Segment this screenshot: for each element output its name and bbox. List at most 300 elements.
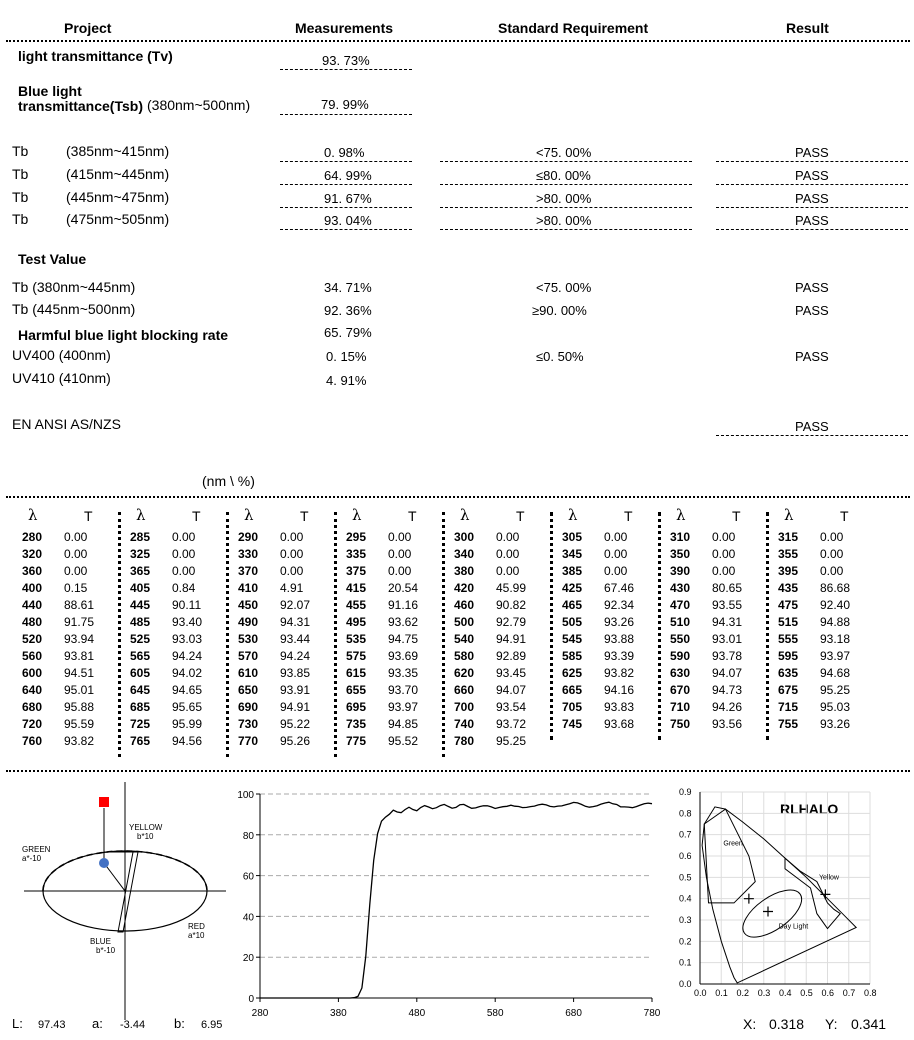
table-transmittance: 86.68: [820, 581, 851, 595]
table-transmittance: 95.26: [280, 734, 311, 748]
table-transmittance: 93.78: [712, 649, 743, 663]
table-t-header: T: [732, 508, 741, 524]
lab-red-sub: a*10: [188, 931, 205, 940]
tb-result-underline: [716, 184, 908, 185]
table-transmittance: 93.82: [64, 734, 95, 748]
table-transmittance: 0.00: [388, 530, 412, 544]
tb-result-underline: [716, 229, 908, 230]
tb-result-underline: [716, 207, 908, 208]
lab-b-bar: [118, 852, 138, 932]
a-label: a:: [92, 1016, 103, 1031]
table-wavelength: 595: [778, 649, 799, 663]
table-transmittance: 0.00: [388, 547, 412, 561]
table-transmittance: 93.62: [388, 615, 419, 629]
table-transmittance: 93.68: [604, 717, 635, 731]
table-wavelength: 350: [670, 547, 691, 561]
table-transmittance: 0.00: [280, 547, 304, 561]
lab-proj-line: [104, 863, 125, 891]
table-transmittance: 0.00: [172, 530, 196, 544]
table-wavelength: 550: [670, 632, 691, 646]
table-wavelength: 580: [454, 649, 475, 663]
table-transmittance: 95.52: [388, 734, 419, 748]
table-transmittance: 0.00: [712, 564, 736, 578]
table-t-header: T: [408, 508, 417, 524]
table-wavelength: 650: [238, 683, 259, 697]
tb-standard: >80. 00%: [536, 213, 592, 228]
table-transmittance: 93.18: [820, 632, 851, 646]
tv2-result: PASS: [795, 303, 829, 318]
tb-label: Tb: [12, 189, 29, 205]
table-transmittance: 94.07: [712, 666, 743, 680]
table-wavelength: 545: [562, 632, 583, 646]
tv-label: light transmittance (Tv): [18, 48, 173, 64]
table-transmittance: 95.25: [496, 734, 527, 748]
table-transmittance: 4.91: [280, 581, 304, 595]
table-wavelength: 330: [238, 547, 259, 561]
tb-value: 64. 99%: [324, 168, 372, 183]
table-transmittance: 95.25: [820, 683, 851, 697]
table-wavelength: 645: [130, 683, 151, 697]
table-wavelength: 320: [22, 547, 43, 561]
chart-xtick-label: 680: [565, 1008, 582, 1019]
tv1-standard: <75. 00%: [536, 280, 592, 295]
units-label: (nm \ %): [202, 473, 255, 489]
table-wavelength: 410: [238, 581, 259, 595]
table-transmittance: 0.00: [712, 547, 736, 561]
table-wavelength: 620: [454, 666, 475, 680]
tv2-value: 92. 36%: [324, 303, 372, 318]
table-wavelength: 640: [22, 683, 43, 697]
table-wavelength: 335: [346, 547, 367, 561]
lab-marker-blue: [99, 858, 109, 868]
table-lambda-header: λ: [460, 506, 470, 524]
table-wavelength: 750: [670, 717, 691, 731]
table-transmittance: 45.99: [496, 581, 527, 595]
table-wavelength: 490: [238, 615, 259, 629]
table-transmittance: 93.94: [64, 632, 95, 646]
harmful-label: Harmful blue light blocking rate: [18, 327, 229, 343]
table-t-header: T: [840, 508, 849, 524]
table-transmittance: 93.54: [496, 700, 527, 714]
table-lambda-header: λ: [676, 506, 686, 524]
table-transmittance: 93.81: [64, 649, 95, 663]
cie-ytick-label: 0.0: [679, 979, 692, 989]
table-wavelength: 770: [238, 734, 259, 748]
table-top-rule: [6, 496, 910, 498]
table-transmittance: 90.82: [496, 598, 527, 612]
table-transmittance: 0.00: [820, 564, 844, 578]
table-transmittance: 93.44: [280, 632, 311, 646]
table-t-header: T: [516, 508, 525, 524]
table-transmittance: 95.99: [172, 717, 203, 731]
table-transmittance: 94.88: [820, 615, 851, 629]
cie-daylight-label: Day Light: [778, 923, 809, 931]
table-wavelength: 515: [778, 615, 799, 629]
table-wavelength: 405: [130, 581, 151, 595]
cie-xtick-label: 0.0: [694, 988, 707, 998]
uv400-label: UV400 (400nm): [12, 347, 111, 363]
b-label: b:: [174, 1016, 185, 1031]
tsb-value: 79. 99%: [321, 97, 369, 112]
cie-crosshair-marker: [744, 894, 754, 904]
table-transmittance: 94.68: [820, 666, 851, 680]
table-wavelength: 415: [346, 581, 367, 595]
tb-result: PASS: [795, 168, 829, 183]
table-transmittance: 94.02: [172, 666, 203, 680]
tb-standard-underline: [440, 207, 692, 208]
table-transmittance: 93.97: [388, 700, 419, 714]
table-wavelength: 530: [238, 632, 259, 646]
table-wavelength: 340: [454, 547, 475, 561]
table-wavelength: 700: [454, 700, 475, 714]
tv-value: 93. 73%: [322, 53, 370, 68]
tsb-label-2: transmittance(Tsb): [18, 98, 143, 114]
table-transmittance: 92.07: [280, 598, 311, 612]
table-transmittance: 94.07: [496, 683, 527, 697]
table-wavelength: 425: [562, 581, 583, 595]
table-transmittance: 93.91: [280, 683, 311, 697]
table-wavelength: 345: [562, 547, 583, 561]
table-transmittance: 0.00: [820, 547, 844, 561]
table-wavelength: 570: [238, 649, 259, 663]
table-transmittance: 94.31: [712, 615, 743, 629]
table-wavelength: 395: [778, 564, 799, 578]
cie-xtick-label: 0.1: [715, 988, 728, 998]
table-wavelength: 450: [238, 598, 259, 612]
table-transmittance: 93.88: [604, 632, 635, 646]
table-wavelength: 585: [562, 649, 583, 663]
chart-xtick-label: 380: [330, 1008, 347, 1019]
table-wavelength: 590: [670, 649, 691, 663]
tsb-underline: [280, 114, 412, 115]
tv1-result: PASS: [795, 280, 829, 295]
table-transmittance: 94.56: [172, 734, 203, 748]
cie-ytick-label: 0.4: [679, 893, 692, 904]
table-wavelength: 280: [22, 530, 43, 544]
table-transmittance: 93.97: [820, 649, 851, 663]
cie-yellow-label: Yellow: [819, 874, 839, 882]
table-t-header: T: [84, 508, 93, 524]
table-column-separator: [442, 512, 445, 757]
table-transmittance: 93.45: [496, 666, 527, 680]
cie-ytick-label: 0.9: [679, 787, 692, 797]
cie-ytick-label: 0.7: [679, 829, 692, 840]
table-wavelength: 380: [454, 564, 475, 578]
table-wavelength: 705: [562, 700, 583, 714]
table-transmittance: 93.69: [388, 649, 419, 663]
table-wavelength: 765: [130, 734, 151, 748]
cie-xtick-label: 0.3: [757, 988, 771, 998]
chart-ytick-label: 80: [242, 830, 254, 842]
table-wavelength: 430: [670, 581, 691, 595]
table-transmittance: 93.40: [172, 615, 203, 629]
cie-y-value: 0.341: [851, 1016, 887, 1032]
tb-value-underline: [280, 184, 412, 185]
header-divider: [6, 40, 910, 42]
table-wavelength: 315: [778, 530, 799, 544]
tb-value: 91. 67%: [324, 191, 372, 206]
table-wavelength: 715: [778, 700, 799, 714]
cie-ytick-label: 0.3: [679, 915, 692, 925]
table-wavelength: 480: [22, 615, 43, 629]
lab-diagram: [0, 780, 240, 1030]
tsb-range: (380nm~500nm): [147, 97, 251, 113]
tb-result: PASS: [795, 191, 829, 206]
cie-yellow-region: [785, 858, 840, 928]
table-transmittance: 93.82: [604, 666, 635, 680]
tv1-value: 34. 71%: [324, 280, 372, 295]
table-transmittance: 93.56: [712, 717, 743, 731]
tb-result-underline: [716, 161, 908, 162]
table-wavelength: 375: [346, 564, 367, 578]
table-wavelength: 655: [346, 683, 367, 697]
L-label: L:: [12, 1016, 23, 1031]
table-transmittance: 94.73: [712, 683, 743, 697]
cie-xtick-label: 0.6: [821, 988, 835, 998]
table-wavelength: 440: [22, 598, 43, 612]
table-transmittance: 94.16: [604, 683, 635, 697]
table-transmittance: 20.54: [388, 581, 419, 595]
cie-xtick-label: 0.7: [842, 988, 856, 998]
table-transmittance: 0.84: [172, 581, 196, 595]
table-transmittance: 93.35: [388, 666, 419, 680]
chart-series-line: [260, 802, 652, 998]
table-transmittance: 92.89: [496, 649, 527, 663]
table-transmittance: 0.00: [172, 547, 196, 561]
table-lambda-header: λ: [28, 506, 38, 524]
b-value: 6.95: [201, 1019, 223, 1031]
table-wavelength: 370: [238, 564, 259, 578]
table-wavelength: 555: [778, 632, 799, 646]
table-wavelength: 465: [562, 598, 583, 612]
tv2-standard: ≥90. 00%: [532, 303, 587, 318]
table-wavelength: 615: [346, 666, 367, 680]
table-wavelength: 505: [562, 615, 583, 629]
table-wavelength: 540: [454, 632, 475, 646]
table-transmittance: 0.00: [604, 530, 628, 544]
table-column-separator: [118, 512, 121, 757]
table-transmittance: 0.00: [496, 530, 520, 544]
table-wavelength: 780: [454, 734, 475, 748]
table-wavelength: 605: [130, 666, 151, 680]
tb-label: Tb: [12, 211, 29, 227]
table-wavelength: 565: [130, 649, 151, 663]
en-underline: [716, 435, 908, 436]
table-wavelength: 325: [130, 547, 151, 561]
table-wavelength: 385: [562, 564, 583, 578]
tb-standard: ≤80. 00%: [536, 168, 591, 183]
table-wavelength: 285: [130, 530, 151, 544]
cie-ytick-label: 0.8: [679, 808, 692, 819]
lab-blue: BLUE: [90, 937, 111, 946]
tb-result: PASS: [795, 213, 829, 228]
table-transmittance: 91.75: [64, 615, 95, 629]
en-label: EN ANSI AS/NZS: [12, 416, 121, 432]
table-transmittance: 0.00: [172, 564, 196, 578]
header-result: Result: [786, 20, 829, 36]
table-transmittance: 94.24: [280, 649, 311, 663]
table-wavelength: 535: [346, 632, 367, 646]
table-wavelength: 685: [130, 700, 151, 714]
lab-red: RED: [188, 922, 205, 931]
table-wavelength: 460: [454, 598, 475, 612]
table-wavelength: 735: [346, 717, 367, 731]
table-wavelength: 470: [670, 598, 691, 612]
cie-x-label: X:: [743, 1016, 757, 1032]
uv410-label: UV410 (410nm): [12, 370, 111, 386]
harmful-value: 65. 79%: [324, 325, 372, 340]
table-transmittance: 94.26: [712, 700, 743, 714]
table-transmittance: 92.40: [820, 598, 851, 612]
test-value-title: Test Value: [18, 251, 87, 267]
lab-green-sub: a*-10: [22, 854, 42, 863]
table-transmittance: 93.72: [496, 717, 527, 731]
table-wavelength: 445: [130, 598, 151, 612]
table-bottom-rule: [6, 770, 910, 772]
table-transmittance: 94.24: [172, 649, 203, 663]
table-column-separator: [226, 512, 229, 757]
table-wavelength: 360: [22, 564, 43, 578]
table-transmittance: 93.55: [712, 598, 743, 612]
table-transmittance: 93.26: [604, 615, 635, 629]
lab-blue-sub: b*-10: [96, 946, 116, 955]
cie-chart: [672, 784, 912, 1006]
header-standard: Standard Requirement: [498, 20, 649, 36]
table-wavelength: 695: [346, 700, 367, 714]
chart-xtick-label: 280: [251, 1008, 269, 1019]
tb-range: (415nm~445nm): [66, 166, 170, 182]
uv400-result: PASS: [795, 349, 829, 364]
table-t-header: T: [624, 508, 633, 524]
tv1-label: Tb (380nm~445nm): [12, 279, 136, 295]
transmittance-chart: [237, 784, 680, 1024]
table-wavelength: 725: [130, 717, 151, 731]
table-transmittance: 0.15: [64, 581, 88, 595]
table-transmittance: 88.61: [64, 598, 95, 612]
tb-range: (475nm~505nm): [66, 211, 170, 227]
table-wavelength: 775: [346, 734, 367, 748]
a-value: -3.44: [120, 1019, 146, 1031]
table-wavelength: 400: [22, 581, 43, 595]
tv-underline: [280, 69, 412, 70]
cie-spectral-locus: [702, 807, 856, 983]
cie-crosshair-marker: [763, 906, 773, 916]
table-transmittance: 94.51: [64, 666, 95, 680]
table-wavelength: 500: [454, 615, 475, 629]
table-transmittance: 91.16: [388, 598, 419, 612]
table-transmittance: 95.03: [820, 700, 851, 714]
en-result: PASS: [795, 419, 829, 434]
tb-standard: <75. 00%: [536, 145, 592, 160]
table-transmittance: 95.22: [280, 717, 311, 731]
tb-standard-underline: [440, 184, 692, 185]
tb-standard-underline: [440, 161, 692, 162]
table-transmittance: 95.59: [64, 717, 95, 731]
table-wavelength: 575: [346, 649, 367, 663]
table-wavelength: 485: [130, 615, 151, 629]
tb-value-underline: [280, 229, 412, 230]
tb-value-underline: [280, 207, 412, 208]
table-transmittance: 95.88: [64, 700, 95, 714]
table-transmittance: 0.00: [496, 547, 520, 561]
table-wavelength: 630: [670, 666, 691, 680]
chart-ytick-label: 100: [237, 790, 254, 801]
table-wavelength: 730: [238, 717, 259, 731]
table-wavelength: 665: [562, 683, 583, 697]
cie-y-label: Y:: [825, 1016, 838, 1032]
lab-yellow-sub: b*10: [137, 832, 154, 841]
table-transmittance: 93.26: [820, 717, 851, 731]
cie-ytick-label: 0.6: [679, 851, 692, 861]
table-wavelength: 475: [778, 598, 799, 612]
table-lambda-header: λ: [352, 506, 362, 524]
table-wavelength: 390: [670, 564, 691, 578]
table-wavelength: 745: [562, 717, 583, 731]
table-transmittance: 94.91: [280, 700, 311, 714]
table-transmittance: 0.00: [496, 564, 520, 578]
table-wavelength: 675: [778, 683, 799, 697]
lab-green: GREEN: [22, 845, 51, 854]
table-column-separator: [658, 512, 661, 740]
table-wavelength: 365: [130, 564, 151, 578]
header-project: Project: [64, 20, 112, 36]
table-transmittance: 93.39: [604, 649, 635, 663]
tb-range: (445nm~475nm): [66, 189, 170, 205]
table-wavelength: 355: [778, 547, 799, 561]
table-transmittance: 92.34: [604, 598, 635, 612]
table-wavelength: 710: [670, 700, 691, 714]
tb-value: 93. 04%: [324, 213, 372, 228]
tsb-label-1: Blue light: [18, 83, 82, 99]
header-measurements: Measurements: [295, 20, 394, 36]
table-wavelength: 635: [778, 666, 799, 680]
table-wavelength: 600: [22, 666, 43, 680]
table-wavelength: 305: [562, 530, 583, 544]
tb-standard: >80. 00%: [536, 191, 592, 206]
chart-xtick-label: 480: [408, 1008, 426, 1019]
table-wavelength: 625: [562, 666, 583, 680]
tb-value-underline: [280, 161, 412, 162]
table-column-separator: [334, 512, 337, 757]
table-wavelength: 690: [238, 700, 259, 714]
table-transmittance: 0.00: [712, 530, 736, 544]
lab-marker-red: [99, 797, 109, 807]
cie-ytick-label: 0.1: [679, 957, 692, 968]
table-column-separator: [550, 512, 553, 740]
table-t-header: T: [192, 508, 201, 524]
tb-value: 0. 98%: [324, 145, 365, 160]
cie-xtick-label: 0.5: [800, 988, 813, 998]
uv400-value: 0. 15%: [326, 349, 367, 364]
table-wavelength: 420: [454, 581, 475, 595]
tv2-label: Tb (445nm~500nm): [12, 301, 136, 317]
cie-ytick-label: 0.5: [679, 872, 692, 883]
table-transmittance: 0.00: [604, 547, 628, 561]
table-transmittance: 92.79: [496, 615, 527, 629]
table-transmittance: 0.00: [604, 564, 628, 578]
cie-brand: RLHALO: [780, 801, 839, 817]
chart-ytick-label: 40: [242, 912, 254, 924]
table-transmittance: 67.46: [604, 581, 635, 595]
table-transmittance: 93.85: [280, 666, 311, 680]
table-t-header: T: [300, 508, 309, 524]
uv410-value: 4. 91%: [326, 373, 367, 388]
table-transmittance: 94.91: [496, 632, 527, 646]
table-transmittance: 0.00: [280, 564, 304, 578]
table-transmittance: 95.01: [64, 683, 95, 697]
table-wavelength: 760: [22, 734, 43, 748]
table-transmittance: 93.03: [172, 632, 203, 646]
